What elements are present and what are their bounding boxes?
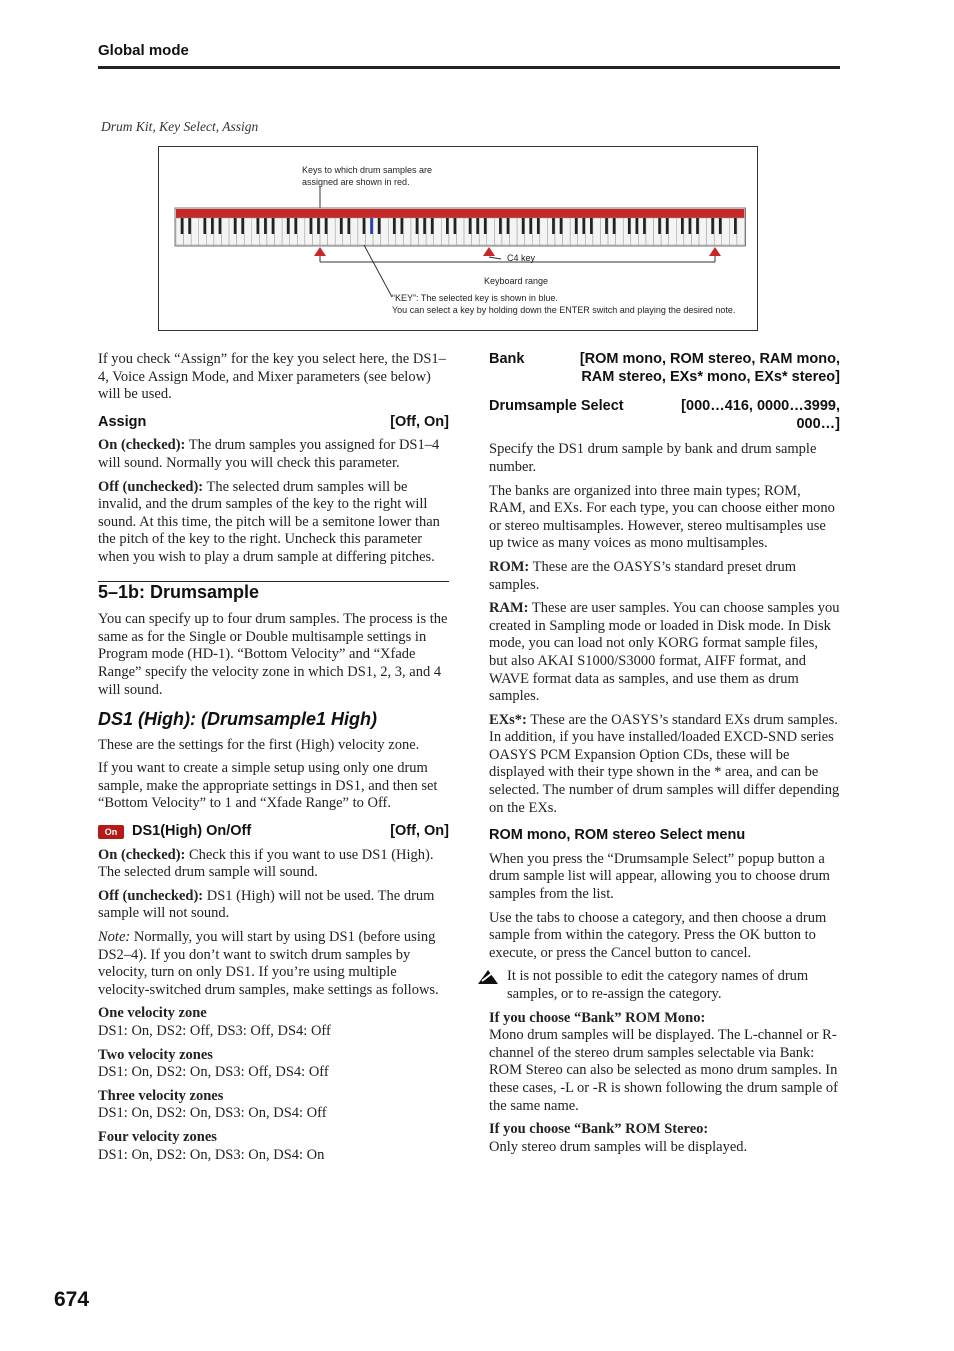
white-key bbox=[350, 218, 358, 245]
white-key bbox=[221, 218, 229, 245]
param-values: RAM stereo, EXs* mono, EXs* stereo] bbox=[581, 368, 840, 385]
velocity-zone-item bbox=[98, 1047, 449, 1082]
rom-mono-title: If you choose “Bank” ROM Mono: bbox=[489, 1009, 706, 1026]
white-key bbox=[403, 218, 411, 245]
c4-marker bbox=[483, 247, 495, 256]
white-key bbox=[593, 218, 601, 245]
bank-param bbox=[489, 351, 840, 386]
left-column bbox=[98, 351, 449, 1170]
rom-mono-desc: Mono drum samples will be displayed. The L-channel or R-channel of the stereo drum samples selectable via Bank: ROM Stereo can also be selected as mono drum samples. In these cases, -L or -R is shown following the drum sample of the same name. bbox=[489, 1027, 839, 1114]
red-keys-note: Keys to which drum samples are assigned are shown in red. bbox=[302, 165, 433, 187]
param-values: [Off, On] bbox=[390, 413, 449, 430]
c4-key-label: C4 key bbox=[507, 253, 536, 263]
keyboard-range-label: Keyboard range bbox=[484, 276, 549, 286]
bank-desc-2: The banks are organized into three main types; ROM, RAM, and EXs. For each type, you can choose either mono or stereo multisamples. However, stereo multisamples use up twice as many voices as mono multisamples. bbox=[489, 482, 835, 552]
usage-note: Note: Normally, you will start by using DS1 (before using DS2–4). If you don’t want to switch drum samples by velocity, turn on only DS1. If you’re using multiple velocity-switched drum samples, make settings as follows. bbox=[98, 929, 439, 998]
warning-icon bbox=[477, 969, 499, 985]
white-key bbox=[244, 218, 252, 245]
white-key bbox=[510, 218, 518, 245]
velocity-zone-item bbox=[98, 1005, 449, 1040]
zone-value: DS1: On, DS2: On, DS3: On, DS4: On bbox=[98, 1146, 325, 1163]
white-key bbox=[434, 218, 442, 245]
section-desc: You can specify up to four drum samples. The process is the same as for the Single or Double multisample settings in Program mode (HD-1). “Bottom Velocity” and “Xfade Range” specify the velocity zone in which DS1, 2, 3, and 4 will sound. bbox=[98, 611, 448, 698]
zone-title: Three velocity zones bbox=[98, 1087, 224, 1104]
assigned-keys-strip bbox=[176, 209, 745, 218]
on-badge-icon: On bbox=[98, 825, 124, 839]
velocity-zone-list bbox=[98, 1005, 449, 1164]
white-key bbox=[275, 218, 283, 245]
range-high-marker bbox=[709, 247, 721, 256]
bank-desc-1: Specify the DS1 drum sample by bank and drum sample number. bbox=[489, 441, 817, 475]
select-menu-desc-1: When you press the “Drumsample Select” popup button a drum sample list will appear, allowing you to choose drum samples from the list. bbox=[489, 850, 830, 903]
zone-title: One velocity zone bbox=[98, 1005, 207, 1022]
figure-caption: Drum Kit, Key Select, Assign bbox=[101, 119, 259, 134]
select-menu-desc-2: Use the tabs to choose a category, and then choose a drum sample from within the category. Press the OK button to execute, or press the Cancel button to cancel. bbox=[489, 909, 827, 961]
drumsample-select-param bbox=[489, 398, 840, 433]
selected-key-note: “KEY”: The selected key is shown in blue. You can select a key by holding down the ENTER switch and playing the desired note. bbox=[392, 293, 736, 315]
white-key bbox=[616, 218, 624, 245]
white-key bbox=[456, 218, 464, 245]
ds1-onoff-param bbox=[98, 823, 449, 841]
right-column bbox=[489, 351, 840, 1162]
white-key bbox=[669, 218, 677, 245]
ds1-desc-2: If you want to create a simple setup using only one drum sample, make the appropriate settings in DS1, and then set “Bottom Velocity” to 1 and “Xfade Range” to Off. bbox=[98, 760, 438, 812]
section-title: 5–1b: Drumsample bbox=[98, 581, 260, 602]
range-low-marker bbox=[314, 247, 326, 256]
white-key bbox=[487, 218, 495, 245]
header-rule bbox=[98, 66, 840, 69]
param-values: 000…] bbox=[796, 415, 840, 432]
white-key bbox=[297, 218, 305, 245]
rom-stereo-title: If you choose “Bank” ROM Stereo: bbox=[489, 1121, 709, 1138]
ds1-desc-1: These are the settings for the first (High) velocity zone. bbox=[98, 736, 420, 753]
ram-desc: RAM: These are user samples. You can choose samples you created in Sampling mode or loaded in Disk mode. In Disk mode, you can load not only KORG format sample files, but also AKAI S1000/S3000 format, AIFF format, and WAVE format data as samples, and use them as drum samples. bbox=[489, 600, 840, 705]
select-menu-title: ROM mono, ROM stereo Select menu bbox=[489, 827, 746, 844]
rom-stereo-desc: Only stereo drum samples will be displayed. bbox=[489, 1138, 748, 1155]
white-key bbox=[381, 218, 389, 245]
param-values: [000…416, 0000…3999, bbox=[681, 398, 840, 415]
white-key bbox=[722, 218, 730, 245]
keyboard-figure bbox=[158, 146, 758, 331]
param-name: DS1(High) On/Off bbox=[132, 823, 252, 840]
assign-on-desc: On (checked): The drum samples you assigned for DS1–4 will sound. Normally you will check this parameter. bbox=[98, 437, 440, 471]
running-header: Global mode bbox=[98, 42, 189, 59]
param-name: Drumsample Select bbox=[489, 398, 624, 415]
warning-note: It is not possible to edit the category names of drum samples, or to re-assign the category. bbox=[489, 968, 840, 1003]
white-key bbox=[328, 218, 336, 245]
zone-value: DS1: On, DS2: Off, DS3: Off, DS4: Off bbox=[98, 1023, 331, 1039]
assign-param bbox=[98, 414, 449, 432]
zone-title: Two velocity zones bbox=[98, 1046, 213, 1063]
white-key bbox=[646, 218, 654, 245]
rom-desc: ROM: These are the OASYS’s standard preset drum samples. bbox=[489, 558, 796, 593]
exs-desc: EXs*: These are the OASYS’s standard EXs drum samples. In addition, if you have installed/loaded EXCD-SND series OASYS PCM Expansion Option CDs, these will be displayed with their type shown in the * area, and can be selected. The number of drum samples will differ depending on the EXs. bbox=[489, 711, 840, 816]
onoff-on-desc: On (checked): Check this if you want to use DS1 (High). The selected drum sample will sound. bbox=[98, 846, 434, 881]
param-name: Assign bbox=[98, 413, 147, 430]
param-values: [ROM mono, ROM stereo, RAM mono, bbox=[579, 351, 840, 367]
white-key bbox=[737, 218, 745, 245]
white-key bbox=[699, 218, 707, 245]
assign-off-desc: Off (unchecked): The selected drum samples will be invalid, and the drum samples of the key to the right will sound. At this time, the pitch will be a semitone lower than the pitch of the key to the right. Uncheck this parameter when you wish to play a drum sample at differing pitches. bbox=[98, 478, 440, 565]
ds1-title: DS1 (High): (Drumsample1 High) bbox=[98, 709, 378, 730]
param-name: Bank bbox=[489, 351, 525, 367]
zone-title: Four velocity zones bbox=[98, 1128, 217, 1145]
assign-intro: If you check “Assign” for the key you select here, the DS1–4, Voice Assign Mode, and Mixer parameters (see below) will be used. bbox=[98, 351, 446, 403]
white-key bbox=[191, 218, 199, 245]
page-number: 674 bbox=[54, 1288, 90, 1311]
zone-value: DS1: On, DS2: On, DS3: On, DS4: Off bbox=[98, 1105, 327, 1122]
param-values: [Off, On] bbox=[390, 823, 449, 840]
velocity-zone-item bbox=[98, 1129, 449, 1164]
white-key bbox=[540, 218, 548, 245]
onoff-off-desc: Off (unchecked): DS1 (High) will not be used. The drum sample will not sound. bbox=[98, 887, 435, 922]
velocity-zone-item bbox=[98, 1088, 449, 1123]
zone-value: DS1: On, DS2: On, DS3: Off, DS4: Off bbox=[98, 1064, 329, 1081]
white-key bbox=[563, 218, 571, 245]
